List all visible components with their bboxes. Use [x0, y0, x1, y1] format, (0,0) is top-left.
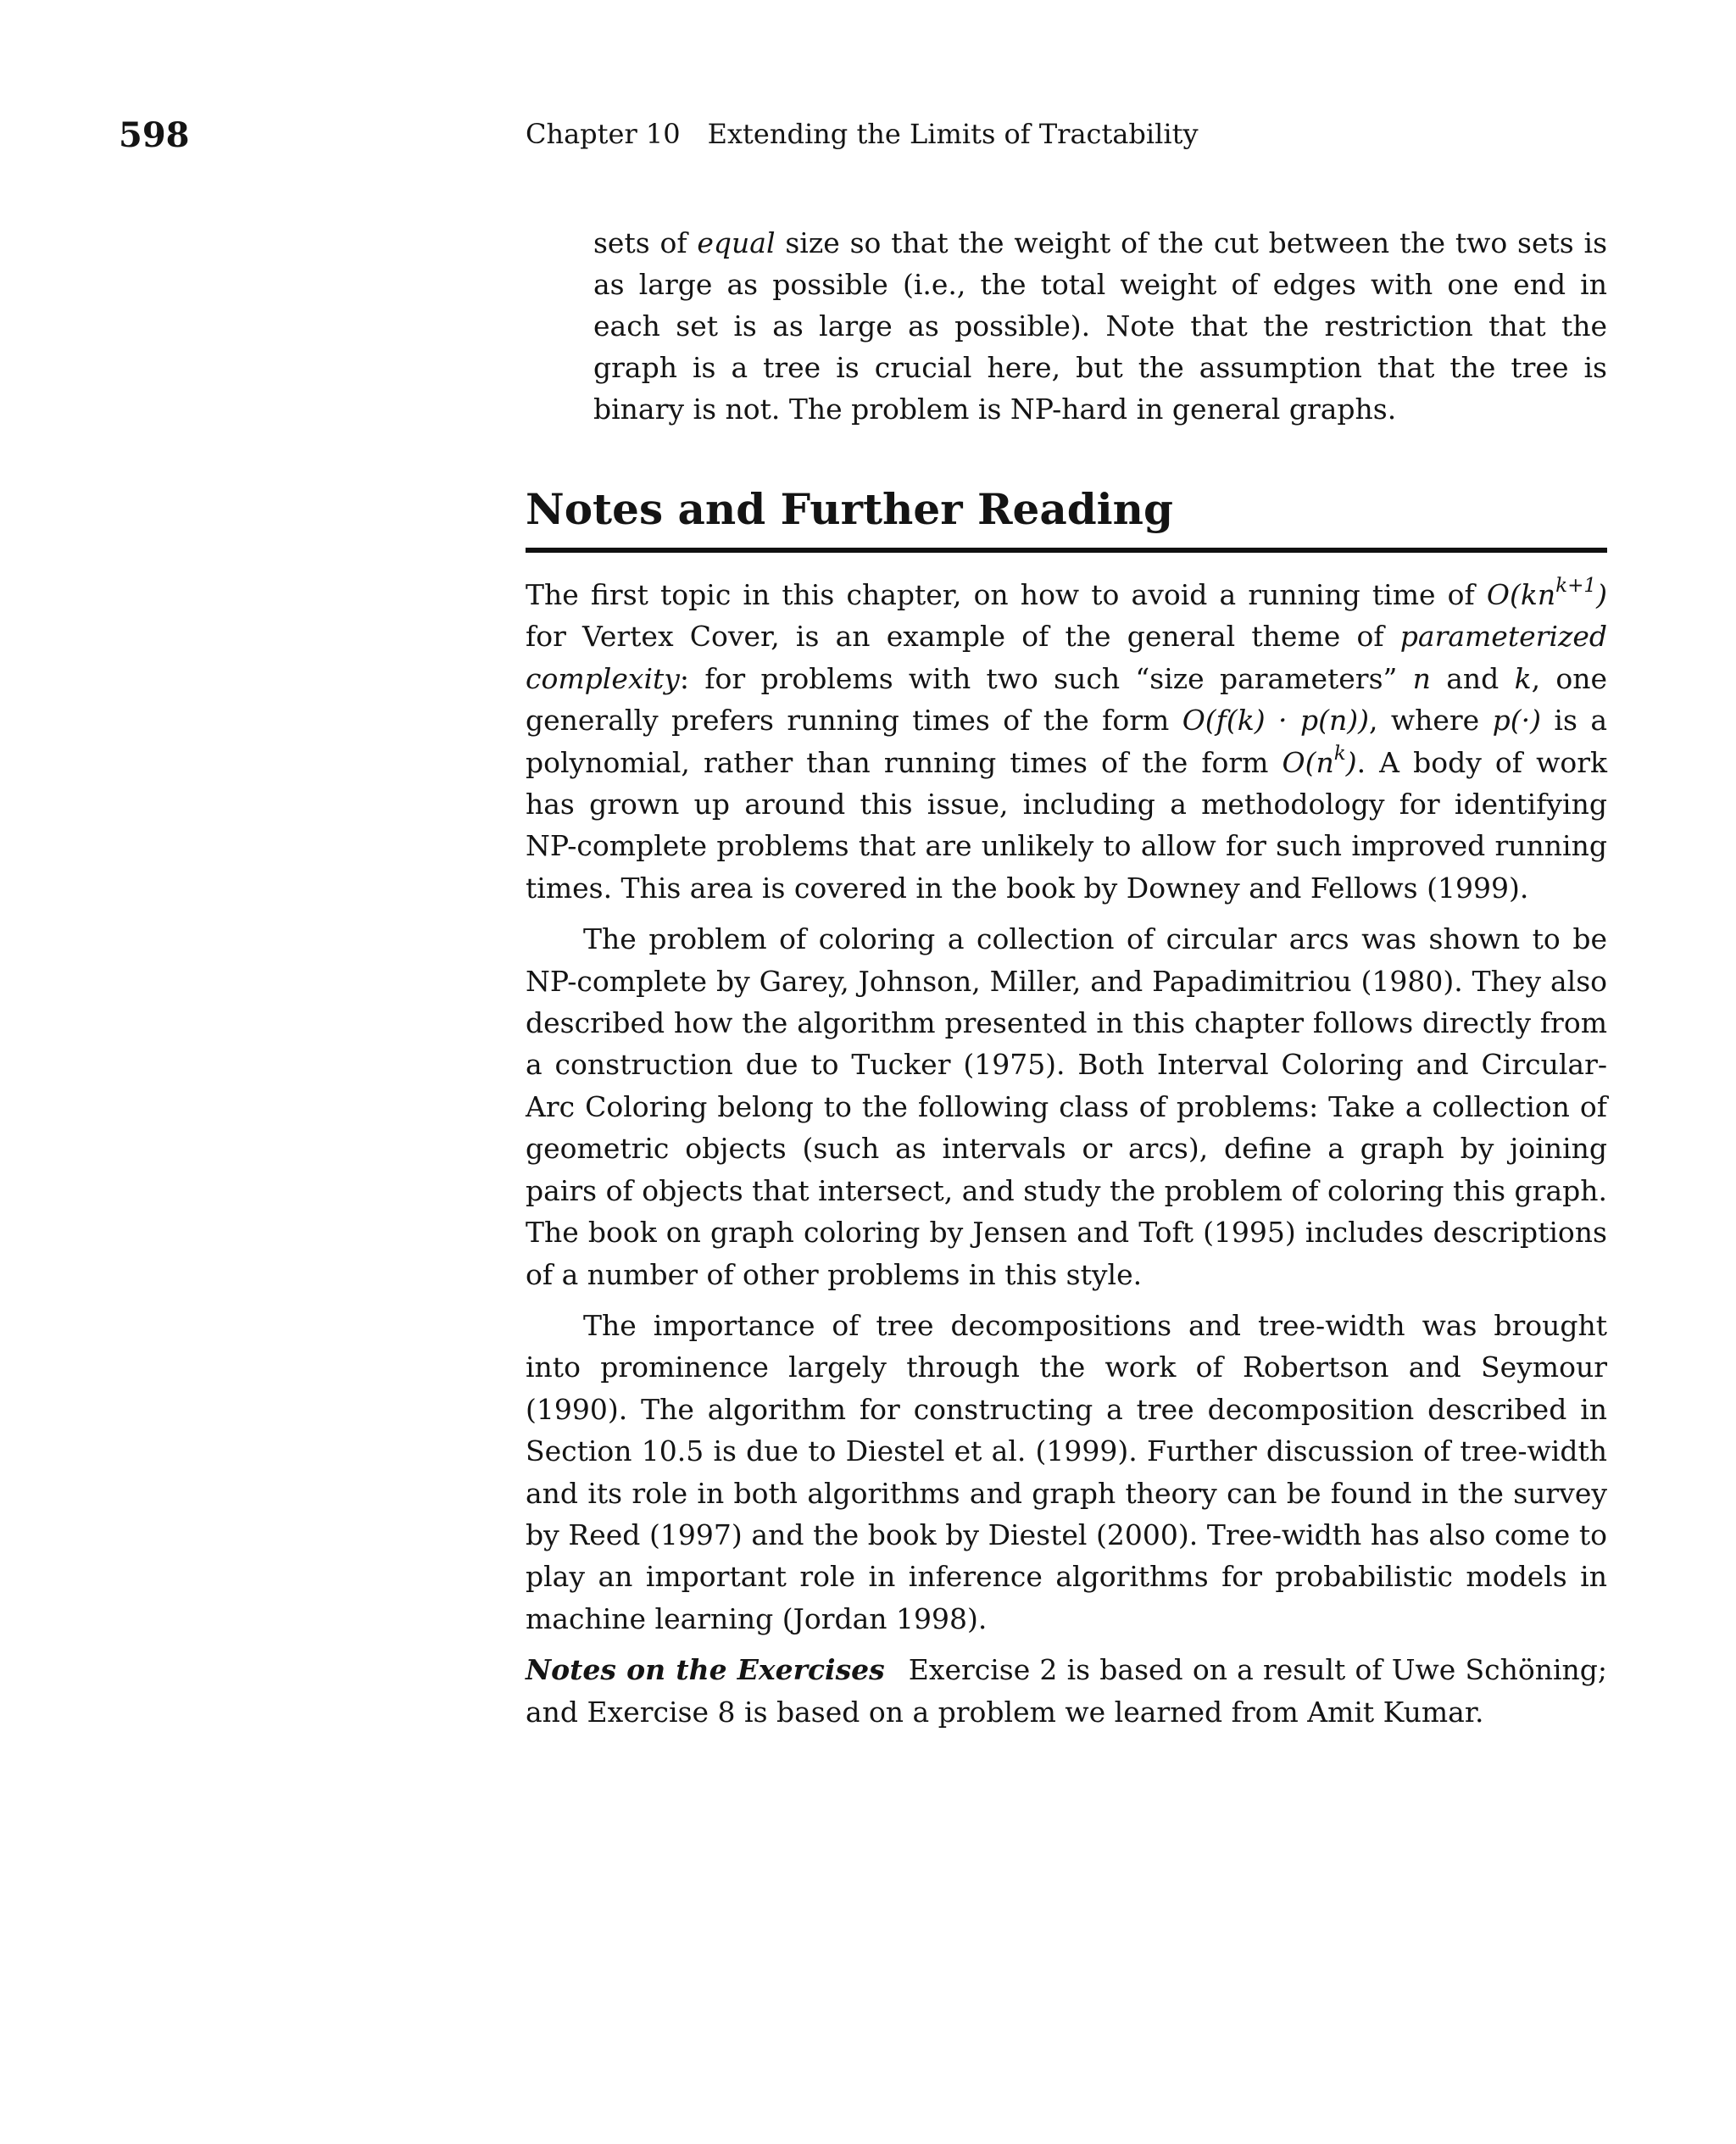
text-run: and — [1430, 661, 1515, 695]
math-expression: p(·) — [1492, 704, 1541, 738]
text-run: : for problems with two such “size parameters” — [679, 661, 1413, 695]
exercise-continuation — [593, 222, 1607, 430]
math-variable: n — [1412, 661, 1431, 695]
text-run: size so that the weight of the cut between the two sets is as large as possible (i.e., the total weight of edges with one end in each set is as large as possible). Note that the restriction that the graph is a tree is crucial here, but the assumption that the tree is binary is not. The problem is NP-hard in general graphs. — [593, 226, 1607, 426]
text-run: Exercise 2 is based on a result of Uwe Schöning; and Exercise 8 is based on a problem we learned from Amit Kumar. — [526, 1653, 1607, 1729]
chapter-label: Chapter 10 — [526, 118, 681, 150]
math-expression — [1486, 575, 1607, 611]
run-in-heading: Notes on the Exercises — [526, 1653, 885, 1687]
text-run: , one generally prefers running times of the form — [526, 661, 1607, 738]
emphasis: equal — [697, 226, 776, 259]
text-run: The first topic in this chapter, on how to avoid a running time of — [526, 578, 1487, 611]
math-expression: O(f(k) · p(n)) — [1182, 704, 1369, 738]
math-superscript: k — [1333, 742, 1346, 765]
paragraph-tree-width: The importance of tree decompositions and tree-width was brought into prominence largely through the work of Robertson and Seymour (1990). The algorithm for constructing a tree decomposition described in Section 10.5 is due to Diestel et al. (1999). Further discussion of tree-width and its role in both algorithms and graph theory can be found in the survey by Reed (1997) and the book by Diestel (2000). Tree-width has also come to play an important role in inference algorithms for probabilistic models in machine learning (Jordan 1998). — [526, 1308, 1607, 1635]
page-number: 598 — [119, 115, 190, 155]
notes-body — [526, 574, 1607, 1742]
math-close: ) — [1345, 745, 1357, 779]
text-run: , where — [1368, 704, 1493, 738]
text-run: for Vertex Cover, is an example of the general theme of — [526, 620, 1400, 654]
text-run: sets of — [593, 226, 698, 259]
emphasis: parameterized complexity — [526, 620, 1607, 695]
math-variable: k — [1514, 661, 1532, 695]
text-run: . A body of work has grown up around this issue, including a methodology for identifying NP-complete problems that are unlikely to allow for such improved running times. This area is covered in the book by Downey and Fellows (1999). — [526, 745, 1607, 905]
math-superscript: k+1 — [1555, 575, 1597, 597]
paragraph-exercise-notes — [526, 1649, 1607, 1733]
paragraph-parameterized-complexity — [526, 574, 1607, 909]
chapter-title: Extending the Limits of Tractability — [707, 118, 1199, 150]
math-base: O(kn — [1486, 578, 1556, 611]
math-expression — [1282, 742, 1357, 779]
running-head — [526, 115, 1199, 153]
text-run: is a polynomial, rather than running times of the form — [526, 704, 1607, 779]
math-base: O(n — [1282, 745, 1334, 779]
section-heading: Notes and Further Reading — [526, 483, 1607, 553]
paragraph-circular-arcs: The problem of coloring a collection of circular arcs was shown to be NP-complete by Garey, Johnson, Miller, and Papadimitriou (1980). They also described how the algorithm presented in this chapter follows directly from a construction due to Tucker (1975). Both Interval Coloring and Circular-Arc Coloring belong to the following class of problems: Take a collection of geometric objects (such as intervals or arcs), define a graph by joining pairs of objects that intersect, and study the problem of coloring this graph. The book on graph coloring by Jensen and Toft (1995) includes descriptions of a number of other problems in this style. — [526, 922, 1607, 1291]
math-close: ) — [1596, 578, 1607, 611]
